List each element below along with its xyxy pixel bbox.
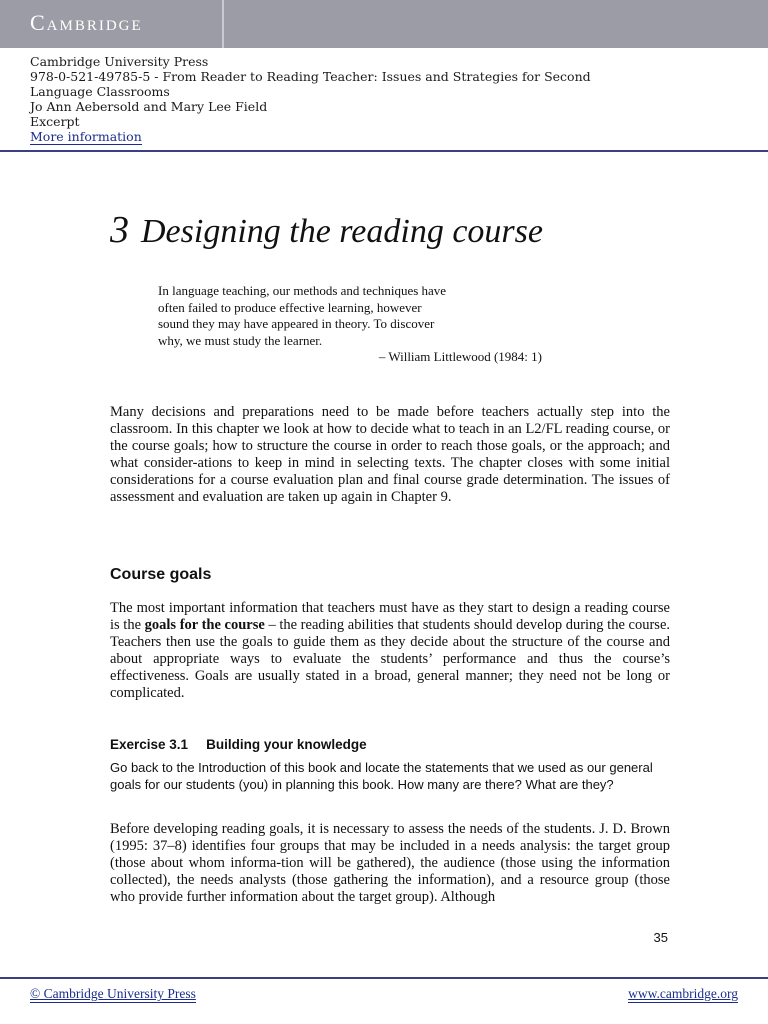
paragraph-text: – the reading abilities that students should develop during the course. Teachers then use the goals to guide them as they decide about the structure of the course and about appropriate ways to evaluate the students’ performance and thus the course’s effectiveness. Goals are usually stated in a broad, general manner; they need not be long or complicated. bbox=[110, 617, 671, 701]
paragraph-text: The most important information that teachers must have as they start to design a reading course is the bbox=[110, 600, 670, 633]
website-link[interactable]: www.cambridge.org bbox=[628, 986, 738, 1001]
epigraph-line: why, we must study the learner. bbox=[158, 332, 323, 348]
header-bar bbox=[0, 0, 768, 48]
book-metadata bbox=[30, 54, 730, 144]
isbn-title-line: 978-0-521-49785-5 - From Reader to Reading Teacher: Issues and Strategies for Second bbox=[30, 69, 591, 84]
exercise-heading bbox=[110, 737, 367, 752]
intro-paragraph: Many decisions and preparations need to be made before teachers actually step into the classroom. In this chapter we look at how to decide what to teach in an L2/FL reading course, or the course goals; how to structure the course in order to reach those goals, or the approach; and what consider-ations to keep in mind in selecting texts. The chapter closes with some initial considerations for a course evaluation plan and final course grade determination. The issues of assessment and evaluation are taken up again in Chapter 9. bbox=[110, 404, 670, 505]
header-divider bbox=[0, 150, 768, 152]
epigraph-attribution: – William Littlewood (1984: 1) bbox=[378, 349, 542, 364]
exercise-title: Building your knowledge bbox=[206, 737, 367, 752]
footer-divider bbox=[0, 977, 768, 979]
chapter-heading bbox=[110, 208, 543, 252]
epigraph-line: often failed to produce effective learning, however bbox=[158, 299, 422, 315]
epigraph-line: In language teaching, our methods and techniques have bbox=[158, 283, 447, 298]
title-continued-line: Language Classrooms bbox=[30, 84, 170, 99]
emphasis-text: goals for the course bbox=[144, 617, 265, 633]
chapter-number: 3 bbox=[110, 209, 129, 251]
section-heading: Course goals bbox=[110, 566, 212, 583]
brand-logo[interactable] bbox=[0, 0, 224, 48]
exercise-text: Go back to the Introduction of this book and locate the statements that we used as our general goals for our students (you) in planning this book. How many are there? What are they? bbox=[110, 760, 653, 792]
epigraph bbox=[158, 283, 542, 366]
brand-logo-text: Cambridge bbox=[30, 10, 143, 35]
copyright-link[interactable]: © Cambridge University Press bbox=[30, 986, 196, 1001]
excerpt-label: Excerpt bbox=[30, 114, 80, 129]
chapter-title: Designing the reading course bbox=[141, 213, 543, 250]
page-number: 35 bbox=[653, 930, 668, 945]
needs-analysis-paragraph: Before developing reading goals, it is necessary to assess the needs of the students. J. D. Brown (1995: 37–8) identifies four groups that may be included in a needs analysis: the target group (those about whom informa-tion will be gathered), the audience (those using the information collected), the needs analysts (those gathering the information), and a resource group (those who provide further information about the target group). Although bbox=[110, 821, 670, 905]
publisher-line: Cambridge University Press bbox=[30, 54, 209, 69]
more-information-link[interactable]: More information bbox=[30, 129, 142, 144]
authors-line: Jo Ann Aebersold and Mary Lee Field bbox=[30, 99, 268, 114]
epigraph-line: sound they may have appeared in theory. To discover bbox=[158, 316, 435, 331]
course-goals-paragraph bbox=[110, 600, 670, 702]
exercise-label: Exercise 3.1 bbox=[110, 737, 189, 752]
